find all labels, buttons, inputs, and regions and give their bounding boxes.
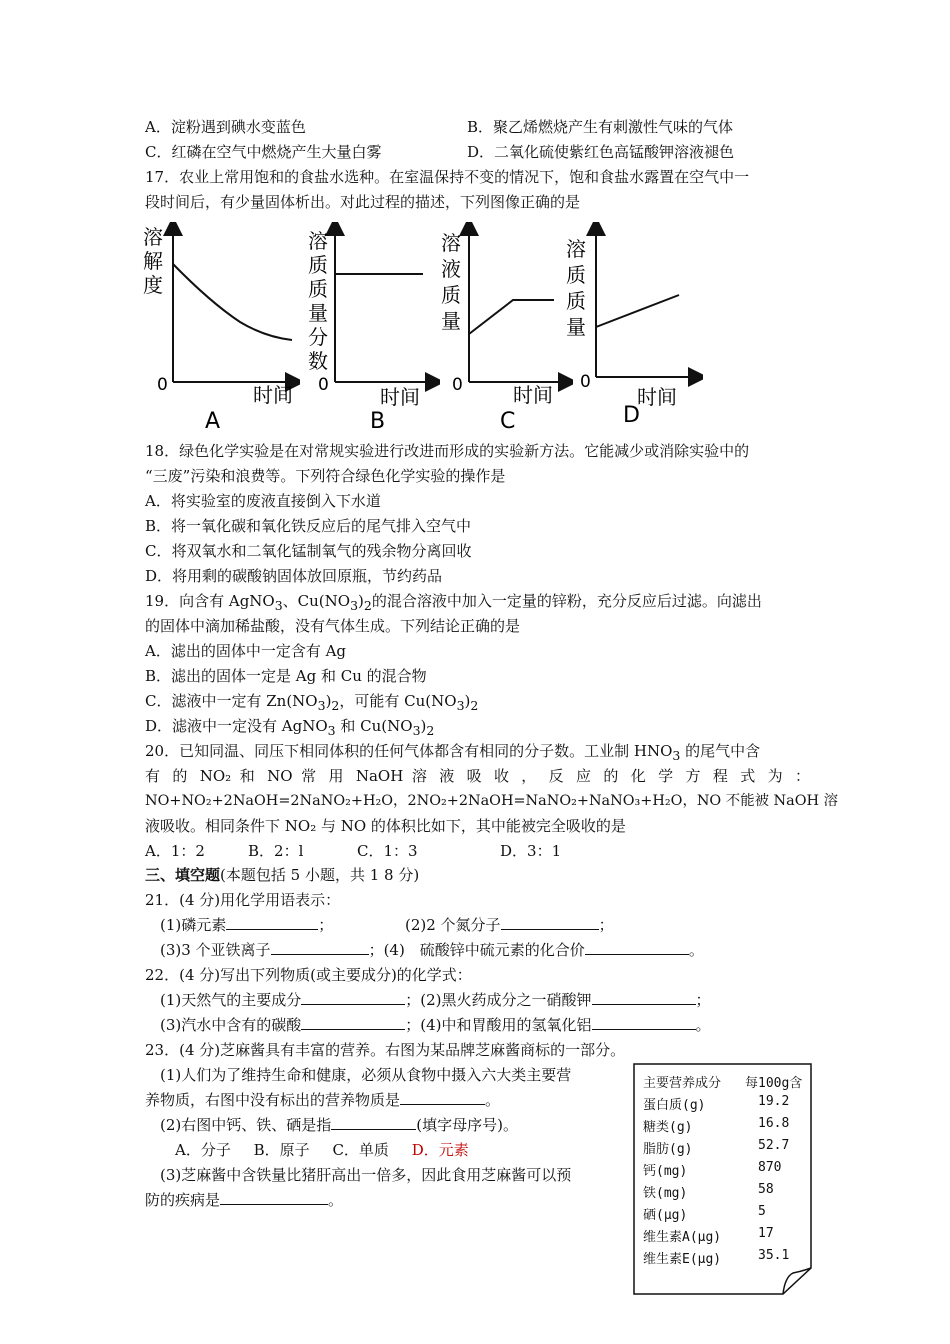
graph-b-ylabel-3: 质 [308, 277, 328, 301]
q23-part3-end: 。 [328, 1191, 344, 1209]
q23-blank-2[interactable] [331, 1114, 416, 1130]
nutrient-name: 脂肪(g) [643, 1142, 693, 1157]
q19-sub: 2 [470, 698, 479, 713]
q19-sub: 2 [331, 698, 340, 713]
nutrient-name: 维生素E(μg) [643, 1252, 722, 1267]
q19-option-d [145, 715, 434, 742]
q23-part3-label: 防的疾病是 [145, 1191, 221, 1209]
q21-blank-4[interactable] [585, 939, 689, 955]
graph-b [305, 222, 440, 434]
graph-b-xlabel: 时间 [380, 385, 420, 409]
q23-blank-1[interactable] [400, 1089, 485, 1105]
graph-c [438, 222, 573, 434]
section3-title: 三、填空题 [145, 866, 221, 884]
q19-d-text-2: 和 Cu(NO [335, 717, 413, 735]
q21-part1 [160, 914, 333, 936]
q19-c-text-1: C．滤液中一定有 Zn(NO [145, 692, 318, 710]
q20-text-a: 20．已知同温、同压下相同体积的任何气体都含有相同的分子数。工业制 HNO [145, 742, 673, 760]
q19-sub: 3 [456, 698, 465, 713]
q22-head: 22．(4 分)写出下列物质(或主要成分)的化学式： [145, 966, 472, 984]
q22-part1-label: (1)天然气的主要成分 [160, 991, 302, 1009]
q23-part2-end: (填字母序号)。 [416, 1116, 518, 1134]
graph-d-ylabel-3: 质 [566, 289, 586, 313]
graph-c-letter: C [500, 409, 516, 434]
q19-d-text-3: ) [420, 717, 427, 735]
q22-part2-label: ；(2)黑火药成分之一硝酸钾 [405, 991, 592, 1009]
q19-option-c [145, 690, 478, 717]
q19-stem-line1 [145, 590, 762, 617]
q19-sub: 3 [350, 598, 359, 613]
q22-blank-4[interactable] [592, 1014, 696, 1030]
q23-part2 [160, 1114, 518, 1136]
q23-blank-3[interactable] [220, 1189, 328, 1205]
graph-b-origin: 0 [318, 375, 329, 395]
graph-a-letter: A [205, 409, 221, 434]
q21-blank-2[interactable] [501, 914, 599, 930]
q23-head: 23．(4 分)芝麻酱具有丰富的营养。右图为某品牌芝麻酱商标的一部分。 [145, 1041, 626, 1059]
q21-part3-label: (3)3 个亚铁离子 [160, 941, 271, 959]
nutrition-header [643, 1072, 803, 1091]
q19-c-text-4: ) [464, 692, 471, 710]
q18-option-b: B．将一氧化碳和氧化铁反应后的尾气排入空气中 [145, 517, 472, 535]
q23-option-d: D．元素 [411, 1141, 469, 1159]
q16-option-c: C．红磷在空气中燃烧产生大量白雾 [145, 143, 382, 161]
q22-row2 [160, 1014, 711, 1036]
q20-stem-line4: 液吸收。相同条件下 NO₂ 与 NO 的体积比如下，其中能被完全吸收的是 [145, 817, 626, 835]
q21-part3 [160, 939, 704, 961]
section3-heading [145, 864, 419, 886]
q23-part1-line2 [145, 1089, 500, 1111]
nutrient-name: 糖类(g) [643, 1120, 693, 1135]
nutrient-value: 870 [758, 1160, 782, 1175]
graph-b-ylabel-1: 溶 [308, 229, 328, 253]
q21-part1-end: ； [318, 916, 334, 934]
q17-stem-line1: 17．农业上常用饱和的食盐水选种。在室温保持不变的情况下，饱和食盐水露置在空气中一 [145, 168, 750, 186]
graph-b-ylabel-4: 量 [308, 301, 328, 325]
q21-part4-end: 。 [688, 941, 704, 959]
nutrient-name: 维生素A(μg) [643, 1230, 722, 1245]
nutrition-row [643, 1094, 790, 1113]
q19-sub: 2 [426, 723, 435, 738]
q23-part3-line1: (3)芝麻酱中含铁量比猪肝高出一倍多，因此食用芝麻酱可以预 [160, 1166, 572, 1184]
graph-d-letter: D [623, 403, 640, 428]
q22-part4-label: ；(4)中和胃酸用的氢氧化铝 [405, 1016, 592, 1034]
q20-option-c: C．1：3 [357, 842, 418, 860]
graph-c-ylabel-3: 质 [441, 283, 461, 307]
nutrient-name: 铁(mg) [643, 1186, 688, 1201]
nutrient-value: 16.8 [758, 1116, 790, 1131]
q18-option-c: C．将双氧水和二氧化锰制氧气的残余物分离回收 [145, 542, 472, 560]
graph-b-letter: B [370, 409, 386, 434]
q20-option-a: A．1：2 [145, 842, 205, 860]
graph-a-origin: 0 [157, 375, 168, 395]
q23-part1-end: 。 [485, 1091, 501, 1109]
q23-option-b: B．原子 [253, 1141, 310, 1159]
q20-option-d: D．3：1 [500, 842, 562, 860]
q21-part2-label: (2)2 个氮分子 [405, 916, 501, 934]
nutrient-name: 硒(μg) [643, 1208, 688, 1223]
graph-a [140, 222, 300, 434]
q19-stem-line2: 的固体中滴加稀盐酸，没有气体生成。下列结论正确的是 [145, 617, 521, 635]
graph-a-xlabel: 时间 [253, 383, 293, 407]
graph-d-line [596, 295, 679, 327]
nutrient-value: 58 [758, 1182, 774, 1197]
graph-d-origin: 0 [580, 372, 591, 392]
graph-c-origin: 0 [452, 375, 463, 395]
graph-d [563, 222, 703, 434]
q23-part3-line2 [145, 1189, 343, 1211]
q19-text-c: ) [358, 592, 364, 610]
graph-d-ylabel-2: 质 [566, 263, 586, 287]
q21-part3-end: ；(4) 硫酸锌中硫元素的化合价 [368, 941, 585, 959]
nutrition-row [643, 1182, 774, 1201]
q23-part1-line1: (1)人们为了维持生命和健康，必须从食物中摄入六大类主要营 [160, 1066, 572, 1084]
nutrition-row [643, 1160, 782, 1179]
nutrient-value: 19.2 [758, 1094, 790, 1109]
q22-row1 [160, 989, 711, 1011]
graph-a-ylabel-3: 度 [143, 273, 163, 297]
graph-c-ylabel-4: 量 [441, 309, 461, 333]
q19-sub: 2 [363, 598, 372, 613]
nutrient-value: 5 [758, 1204, 766, 1219]
q19-text-d: 的混合溶液中加入一定量的锌粉，充分反应后过滤。向滤出 [371, 592, 762, 610]
q19-option-a: A．滤出的固体中一定含有 Ag [145, 642, 347, 660]
q20-sub: 3 [672, 748, 681, 763]
q19-sub: 3 [412, 723, 421, 738]
q23-part2-label: (2)右图中钙、铁、硒是指 [160, 1116, 332, 1134]
q21-blank-1[interactable] [226, 914, 318, 930]
q19-c-text-3: ，可能有 Cu(NO [339, 692, 457, 710]
nutrient-value: 52.7 [758, 1138, 790, 1153]
nutrition-header-left: 主要营养成分 [643, 1076, 722, 1091]
q18-option-d: D．将用剩的碳酸钠固体放回原瓶，节约药品 [145, 567, 443, 585]
graph-b-ylabel-2: 质 [308, 253, 328, 277]
q19-sub: 3 [274, 598, 283, 613]
q18-stem-line1: 18．绿色化学实验是在对常规实验进行改进而形成的实验新方法。它能减少或消除实验中的 [145, 442, 750, 460]
section3-note: (本题包括 5 小题，共 1 8 分) [220, 866, 420, 884]
q21-part2-end: ； [598, 916, 614, 934]
q20-stem-line1 [145, 740, 760, 767]
q22-part4-end: 。 [695, 1016, 711, 1034]
q19-text-b: 、Cu(NO [282, 592, 351, 610]
q16-option-b: B．聚乙烯燃烧产生有刺激性气味的气体 [467, 118, 734, 136]
q19-sub: 3 [327, 723, 336, 738]
q20-text-b: 的尾气中含 [680, 742, 761, 760]
q17-stem-line2: 段时间后，有少量固体析出。对此过程的描述，下列图像正确的是 [145, 193, 581, 211]
q16-option-a: A．淀粉遇到碘水变蓝色 [145, 118, 306, 136]
nutrition-label [633, 1063, 813, 1295]
q22-part2-end: ； [695, 991, 711, 1009]
q20-option-b: B．2：l [248, 842, 304, 860]
q23-option-a: A．分子 [175, 1141, 231, 1159]
graph-c-ylabel-1: 溶 [441, 231, 461, 255]
q19-sub: 3 [317, 698, 326, 713]
nutrient-value: 35.1 [758, 1248, 790, 1263]
q21-part1-label: (1)磷元素 [160, 916, 227, 934]
q22-blank-1[interactable] [301, 989, 405, 1005]
graph-a-ylabel-2: 解 [143, 249, 163, 273]
q19-option-b: B．滤出的固体一定是 Ag 和 Cu 的混合物 [145, 667, 427, 685]
nutrition-header-right: 每100g含 [745, 1076, 803, 1091]
nutrition-row [643, 1116, 790, 1135]
q23-part1-label: 养物质，右图中没有标出的营养物质是 [145, 1091, 401, 1109]
graph-b-ylabel-6: 数 [308, 349, 328, 373]
q20-stem-line3: NO+NO₂+2NaOH=2NaNO₂+H₂O，2NO₂+2NaOH=NaNO₂+NaNO₃+H₂O，NO 不能被 NaOH 溶 [145, 793, 839, 809]
nutrient-name: 蛋白质(g) [643, 1098, 706, 1113]
q20-stem-line2: 有 的 NO₂ 和 NO 常 用 NaOH 溶 液 吸 收 ， 反 应 的 化 学 方 程 式 为 ： [145, 767, 810, 785]
q16-option-d: D．二氧化硫使紫红色高锰酸钾溶液褪色 [467, 143, 735, 161]
q21-head: 21．(4 分)用化学用语表示： [145, 891, 341, 909]
graph-d-ylabel-4: 量 [566, 315, 586, 339]
nutrition-row [643, 1226, 774, 1245]
nutrition-row [643, 1248, 790, 1267]
q19-d-text-1: D．滤液中一定没有 AgNO [145, 717, 328, 735]
graph-c-xlabel: 时间 [513, 383, 553, 407]
graph-c-ylabel-2: 液 [441, 257, 461, 281]
nutrition-row [643, 1138, 790, 1157]
q21-part2 [405, 914, 614, 936]
q18-option-a: A．将实验室的废液直接倒入下水道 [145, 492, 381, 510]
graph-d-xlabel: 时间 [637, 385, 677, 409]
q23-option-c: C．单质 [332, 1141, 389, 1159]
graph-c-line [469, 300, 554, 334]
graph-a-curve [173, 264, 292, 340]
q22-blank-2[interactable] [592, 989, 696, 1005]
nutrient-value: 17 [758, 1226, 774, 1241]
nutrient-name: 钙(mg) [643, 1164, 688, 1179]
graph-b-ylabel-5: 分 [308, 325, 328, 349]
q19-text-a: 19．向含有 AgNO [145, 592, 275, 610]
q21-blank-3[interactable] [271, 939, 369, 955]
q18-stem-line2: “三废”污染和浪费等。下列符合绿色化学实验的操作是 [145, 467, 506, 485]
q19-c-text-2: ) [325, 692, 332, 710]
graph-d-ylabel-1: 溶 [566, 237, 586, 261]
graph-a-ylabel-1: 溶 [143, 225, 163, 249]
nutrition-row [643, 1204, 766, 1223]
q22-part3-label: (3)汽水中含有的碳酸 [160, 1016, 302, 1034]
q23-options [175, 1139, 469, 1161]
q22-blank-3[interactable] [301, 1014, 405, 1030]
